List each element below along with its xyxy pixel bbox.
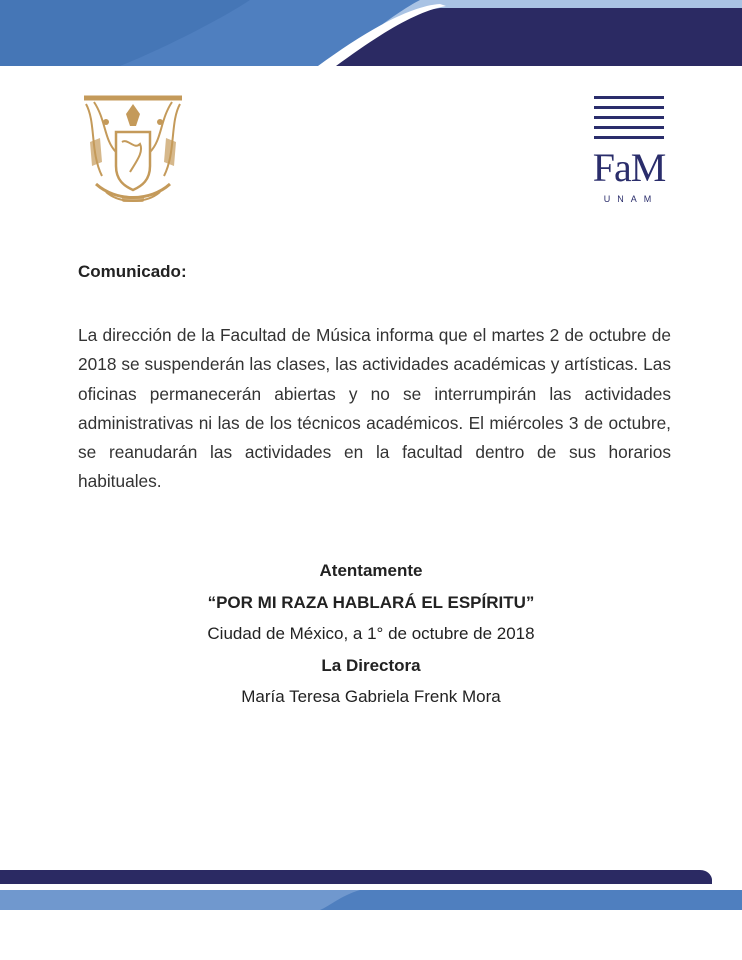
fam-logo-subtext: UNAM: [603, 194, 659, 204]
closing-salutation: Atentamente: [319, 561, 423, 580]
fam-lines-icon: [594, 96, 664, 150]
header-band: [0, 0, 742, 68]
document-body: La dirección de la Facultad de Música informa que el martes 2 de octubre de 2018 se suspenderán las clases, las actividades académicas y artísticas. Las oficinas permanecerán abiertas y no se interrumpirán las actividades administrativas ni las de los técnicos académicos. El miércoles 3 de octubre, se reanudarán las actividades en la facultad dentro de sus horarios habituales.: [78, 325, 671, 492]
closing-block: [0, 555, 742, 713]
document-heading: Comunicado:: [78, 262, 187, 281]
signer-title: La Directora: [321, 655, 421, 675]
fam-logo-text: FaM: [592, 145, 666, 190]
closing-motto: “POR MI RAZA HABLARÁ EL ESPÍRITU”: [207, 592, 535, 612]
closing-place-date: Ciudad de México, a 1° de octubre de 2018: [207, 624, 535, 643]
footer-band: [0, 866, 742, 914]
unam-seal-icon: [76, 92, 190, 210]
signer-name: María Teresa Gabriela Frenk Mora: [241, 687, 501, 706]
fam-unam-logo: [588, 94, 670, 214]
